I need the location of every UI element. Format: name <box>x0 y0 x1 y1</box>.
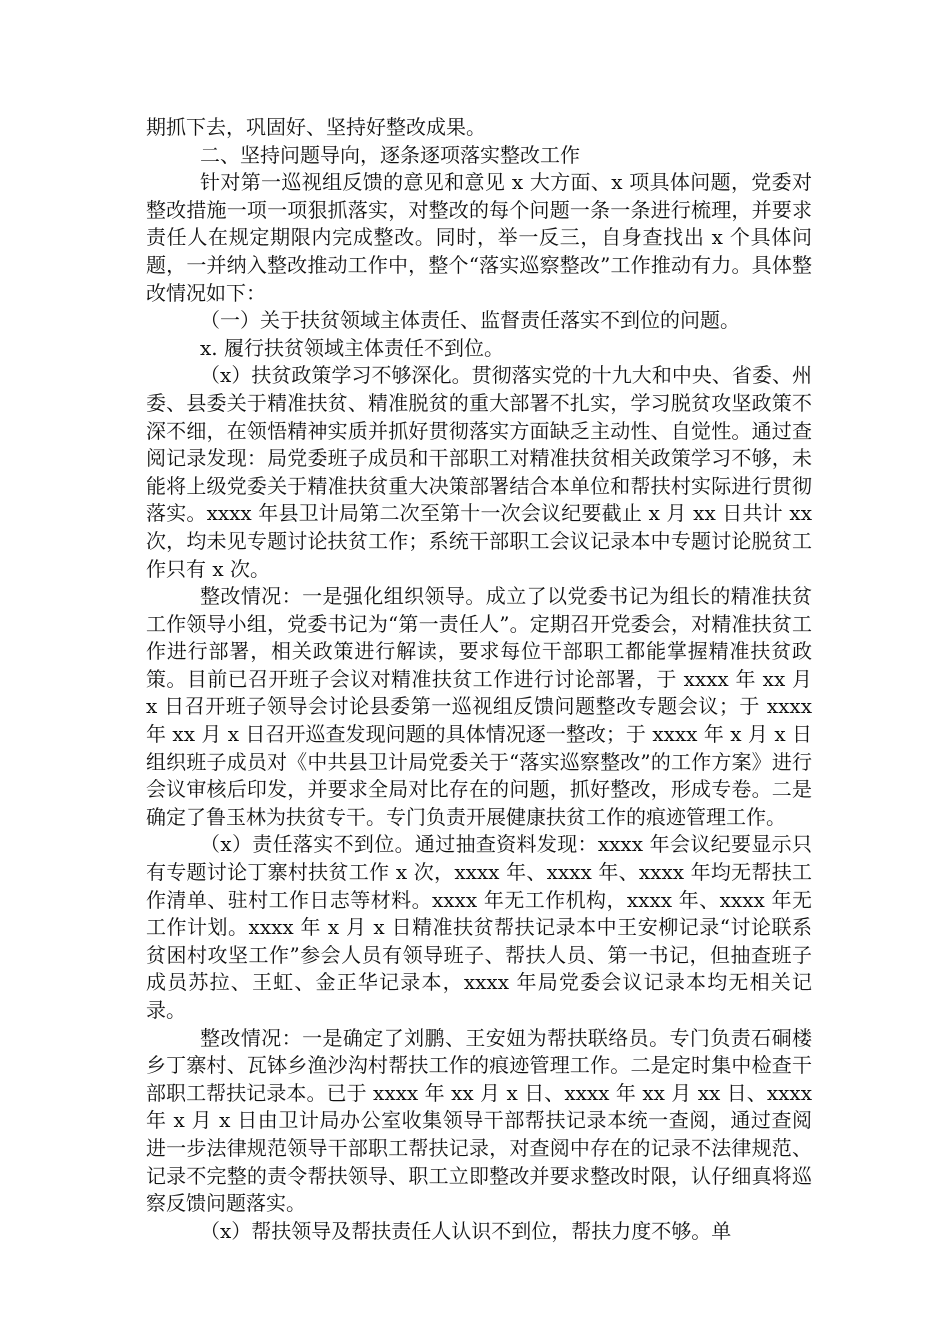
paragraph-continuation: 期抓下去，巩固好、坚持好整改成果。 <box>146 115 486 139</box>
subsection-heading: （一）关于扶贫领域主体责任、监督责任落实不到位的问题。 <box>200 308 740 333</box>
document-body <box>146 114 812 1245</box>
item-heading: x. 履行扶贫领域主体责任不到位。 <box>200 335 504 360</box>
paragraph-intro: 针对第一巡视组反馈的意见和意见 x 大方面、x 项具体问题，党委对整改措施一项一项狠抓落实，对整改的每个问题一条一条进行梳理，并要求责任人在规定期限内完成整改。同时，举一反三，自身查找出 x 个具体问题，一并纳入整改推动工作中，整个“落实巡察整改”工作推动有力。具体整改情况如下： <box>146 170 812 305</box>
paragraph-rectification-1: 整改情况：一是强化组织领导。成立了以党委书记为组长的精准扶贫工作领导小组，党委书记为“第一责任人”。定期召开党委会，对精准扶贫工作进行部署，相关政策进行解读，要求每位干部职工都能掌握精准扶贫政策。目前已召开班子会议对精准扶贫工作进行讨论部署，于 xxxx 年 xx 月 x 日召开班子领导会讨论县委第一巡视组反馈问题整改专题会议；于 xxxx 年 xx 月 x 日召开巡查发现问题的具体情况逐一整改；于 xxxx 年 x 月 x 日组织班子成员对《中共县卫计局党委关于“落实巡察整改”的工作方案》进行会议审核后印发，并要求全局对比存在的问题，抓好整改，形成专卷。二是确定了鲁玉林为扶贫专干。专门负责开展健康扶贫工作的痕迹管理工作。 <box>146 584 812 829</box>
section-heading: 二、坚持问题导向，逐条逐项落实整改工作 <box>200 142 580 167</box>
paragraph-problem-1: （x）扶贫政策学习不够深化。贯彻落实党的十九大和中央、省委、州委、县委关于精准扶贫、精准脱贫的重大部署不扎实，学习脱贫攻坚政策不深不细，在领悟精神实质并抓好贯彻落实方面缺乏主动性、自觉性。通过查阅记录发现：局党委班子成员和干部职工对精准扶贫相关政策学习不够，未能将上级党委关于精准扶贫重大决策部署结合本单位和帮扶村实际进行贯彻落实。xxxx 年县卫计局第二次至第十一次会议纪要截止 x 月 xx 日共计 xx 次，均未见专题讨论扶贫工作；系统干部职工会议记录本中专题讨论脱贫工作只有 x 次。 <box>146 363 812 581</box>
paragraph-rectification-2: 整改情况：一是确定了刘鹏、王安妞为帮扶联络员。专门负责石硐楼乡丁寨村、瓦钵乡渔沙沟村帮扶工作的痕迹管理工作。二是定时集中检查干部职工帮扶记录本。已于 xxxx 年 xx 月 x 日、xxxx 年 xx 月 xx 日、xxxx 年 x 月 x 日由卫计局办公室收集领导干部帮扶记录本统一查阅，通过查阅进一步法律规范领导干部职工帮扶记录，对查阅中存在的记录不法律规范、记录不完整的责令帮扶领导、职工立即整改并要求整改时限，认仔细真将巡察反馈问题落实。 <box>146 1025 812 1216</box>
paragraph-problem-2: （x）责任落实不到位。通过抽查资料发现：xxxx 年会议纪要显示只有专题讨论丁寨村扶贫工作 x 次，xxxx 年、xxxx 年、xxxx 年均无帮扶工作清单、驻村工作日志等材料。xxxx 年无工作机构，xxxx 年、xxxx 年无工作计划。xxxx 年 x 月 x 日精准扶贫帮扶记录本中王安柳记录“讨论联系贫困村攻坚工作”参会人员有领导班子、帮扶人员、第一书记，但抽查班子成员苏拉、王虹、金正华记录本，xxxx 年局党委会议记录本均无相关记录。 <box>146 832 812 1022</box>
paragraph-problem-3: （x）帮扶领导及帮扶责任人认识不到位，帮扶力度不够。单 <box>200 1218 732 1243</box>
